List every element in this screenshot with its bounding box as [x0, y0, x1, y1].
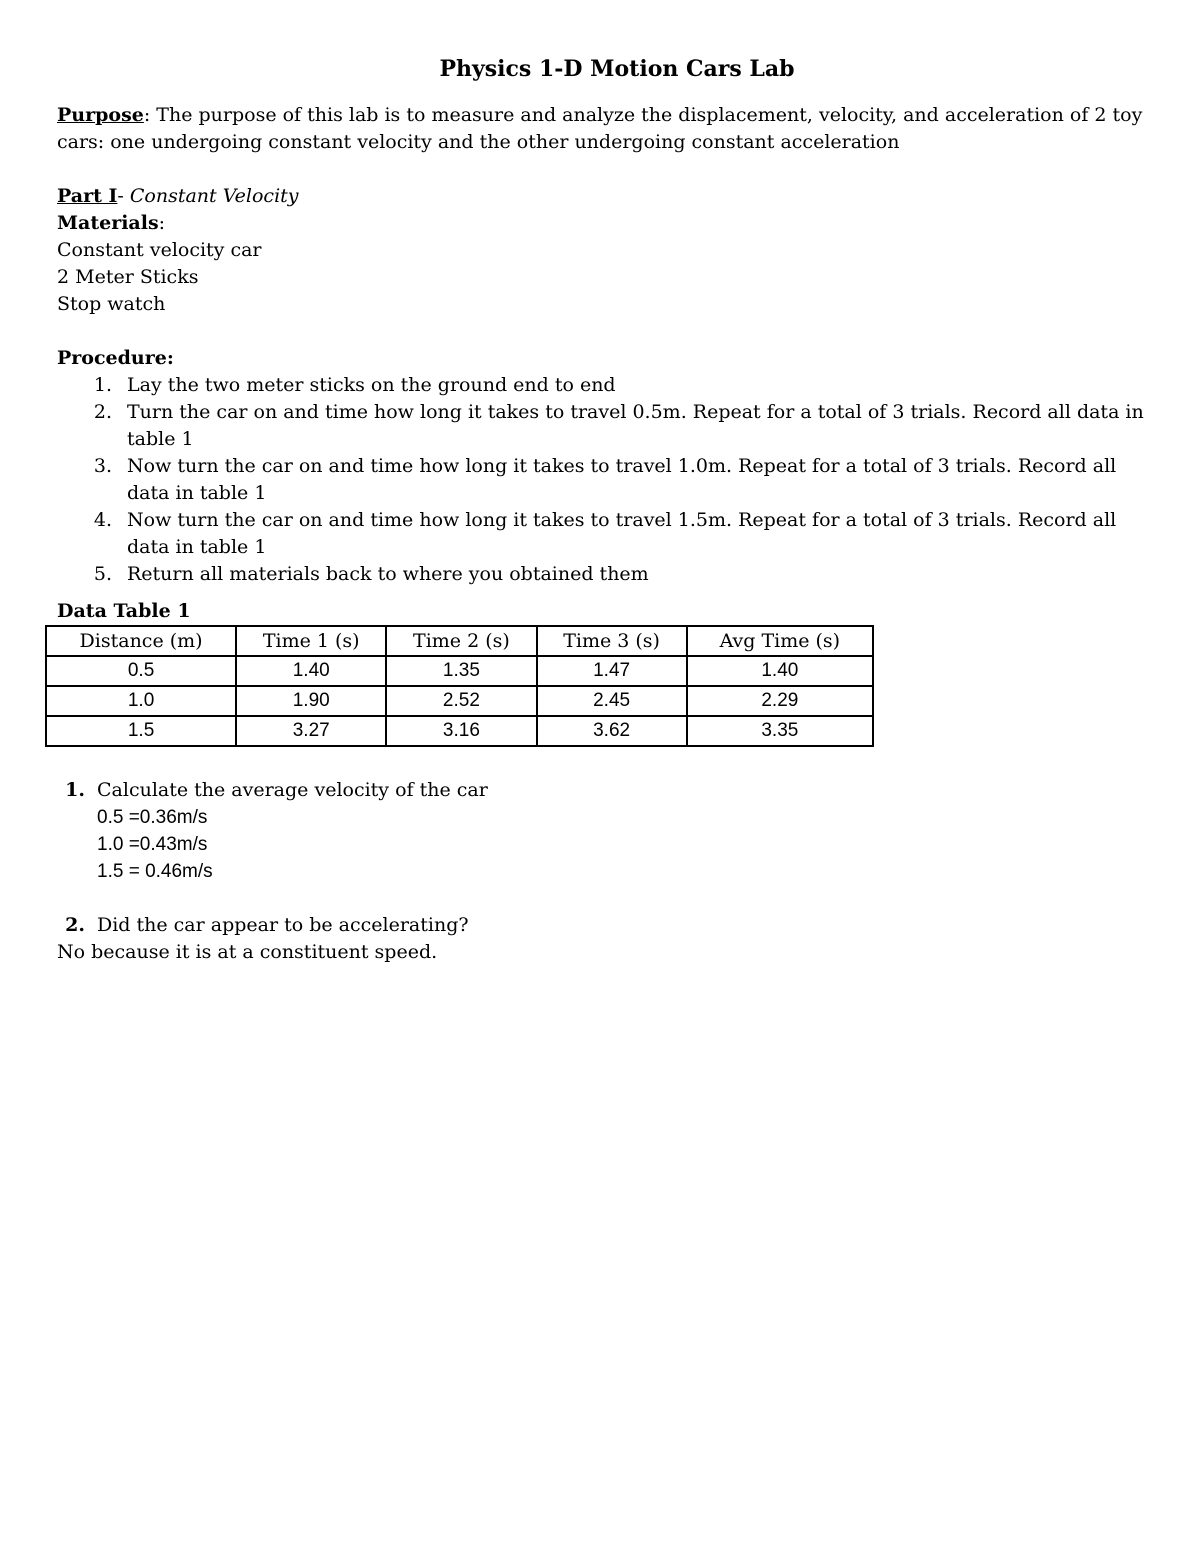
- procedure-step: [57, 399, 1147, 453]
- step-text: Lay the two meter sticks on the ground end to end: [127, 374, 616, 396]
- step-text: Turn the car on and time how long it takes to travel 0.5m. Repeat for a total of 3 trials. Record all data in table 1: [127, 401, 1144, 450]
- question-number: 1.: [65, 779, 85, 801]
- part1-heading: [57, 183, 1147, 210]
- procedure-step: [57, 453, 1147, 507]
- step-number: 1.: [93, 374, 112, 396]
- table-cell: 1.47: [537, 656, 687, 686]
- document-page: [57, 56, 1147, 966]
- table-header-cell: Time 2 (s): [386, 626, 536, 656]
- table-cell: 1.0: [46, 686, 236, 716]
- purpose-text-line2: cars: one undergoing constant velocity and the other undergoing constant acceleration: [57, 131, 900, 153]
- data-table-title: Data Table 1: [57, 600, 191, 622]
- materials-colon: :: [158, 212, 166, 234]
- step-number: 5.: [93, 563, 112, 585]
- table-header-cell: Distance (m): [46, 626, 236, 656]
- question-number: 2.: [65, 914, 85, 936]
- data-table: [45, 625, 874, 747]
- table-cell: 3.16: [386, 716, 536, 746]
- table-cell: 3.35: [687, 716, 873, 746]
- purpose-label: Purpose: [57, 104, 144, 126]
- materials-label: Materials: [57, 212, 159, 234]
- table-header-cell: Avg Time (s): [687, 626, 873, 656]
- answer-line: 1.0 =0.43m/s: [97, 834, 208, 855]
- document-title: Physics 1-D Motion Cars Lab: [439, 56, 795, 82]
- table-row: [46, 716, 873, 746]
- table-header-cell: Time 1 (s): [236, 626, 386, 656]
- table-header-row: [46, 626, 873, 656]
- procedure-heading: Procedure:: [57, 347, 174, 369]
- table-cell: 2.29: [687, 686, 873, 716]
- procedure-step: [57, 561, 1147, 588]
- table-cell: 1.5: [46, 716, 236, 746]
- material-item: Stop watch: [57, 293, 166, 315]
- question-text: Did the car appear to be accelerating?: [97, 914, 469, 936]
- step-number: 4.: [93, 509, 112, 531]
- step-number: 3.: [93, 455, 112, 477]
- answer-line: 0.5 =0.36m/s: [97, 807, 208, 828]
- purpose-text-line1: : The purpose of this lab is to measure and analyze the displacement, velocity, and acceleration of 2 toy: [143, 104, 1143, 126]
- table-cell: 1.35: [386, 656, 536, 686]
- question-1: [57, 777, 1147, 885]
- step-text: Return all materials back to where you obtained them: [127, 563, 649, 585]
- part1-subtitle: Constant Velocity: [129, 185, 299, 207]
- step-text: Now turn the car on and time how long it takes to travel 1.5m. Repeat for a total of 3 trials. Record all data in table 1: [127, 509, 1117, 558]
- question-2: [57, 912, 1147, 966]
- table-row: [46, 656, 873, 686]
- table-cell: 1.40: [687, 656, 873, 686]
- table-cell: 3.27: [236, 716, 386, 746]
- step-text: Now turn the car on and time how long it takes to travel 1.0m. Repeat for a total of 3 trials. Record all data in table 1: [127, 455, 1117, 504]
- table-header-cell: Time 3 (s): [537, 626, 687, 656]
- table-cell: 1.40: [236, 656, 386, 686]
- step-number: 2.: [93, 401, 112, 423]
- purpose-paragraph: [57, 102, 1147, 129]
- answer-line: 1.5 = 0.46m/s: [97, 861, 213, 882]
- procedure-step: [57, 372, 1147, 399]
- material-item: 2 Meter Sticks: [57, 266, 199, 288]
- part1-label: Part I: [57, 185, 118, 207]
- materials-heading: [57, 210, 1147, 237]
- material-item: Constant velocity car: [57, 239, 262, 261]
- table-cell: 2.45: [537, 686, 687, 716]
- table-cell: 1.90: [236, 686, 386, 716]
- question-text: Calculate the average velocity of the car: [97, 779, 488, 801]
- table-cell: 3.62: [537, 716, 687, 746]
- answer-line: No because it is at a constituent speed.: [57, 941, 438, 963]
- table-cell: 0.5: [46, 656, 236, 686]
- table-cell: 2.52: [386, 686, 536, 716]
- procedure-list: [57, 372, 1147, 588]
- table-row: [46, 686, 873, 716]
- part1-sep: -: [117, 185, 130, 207]
- procedure-step: [57, 507, 1147, 561]
